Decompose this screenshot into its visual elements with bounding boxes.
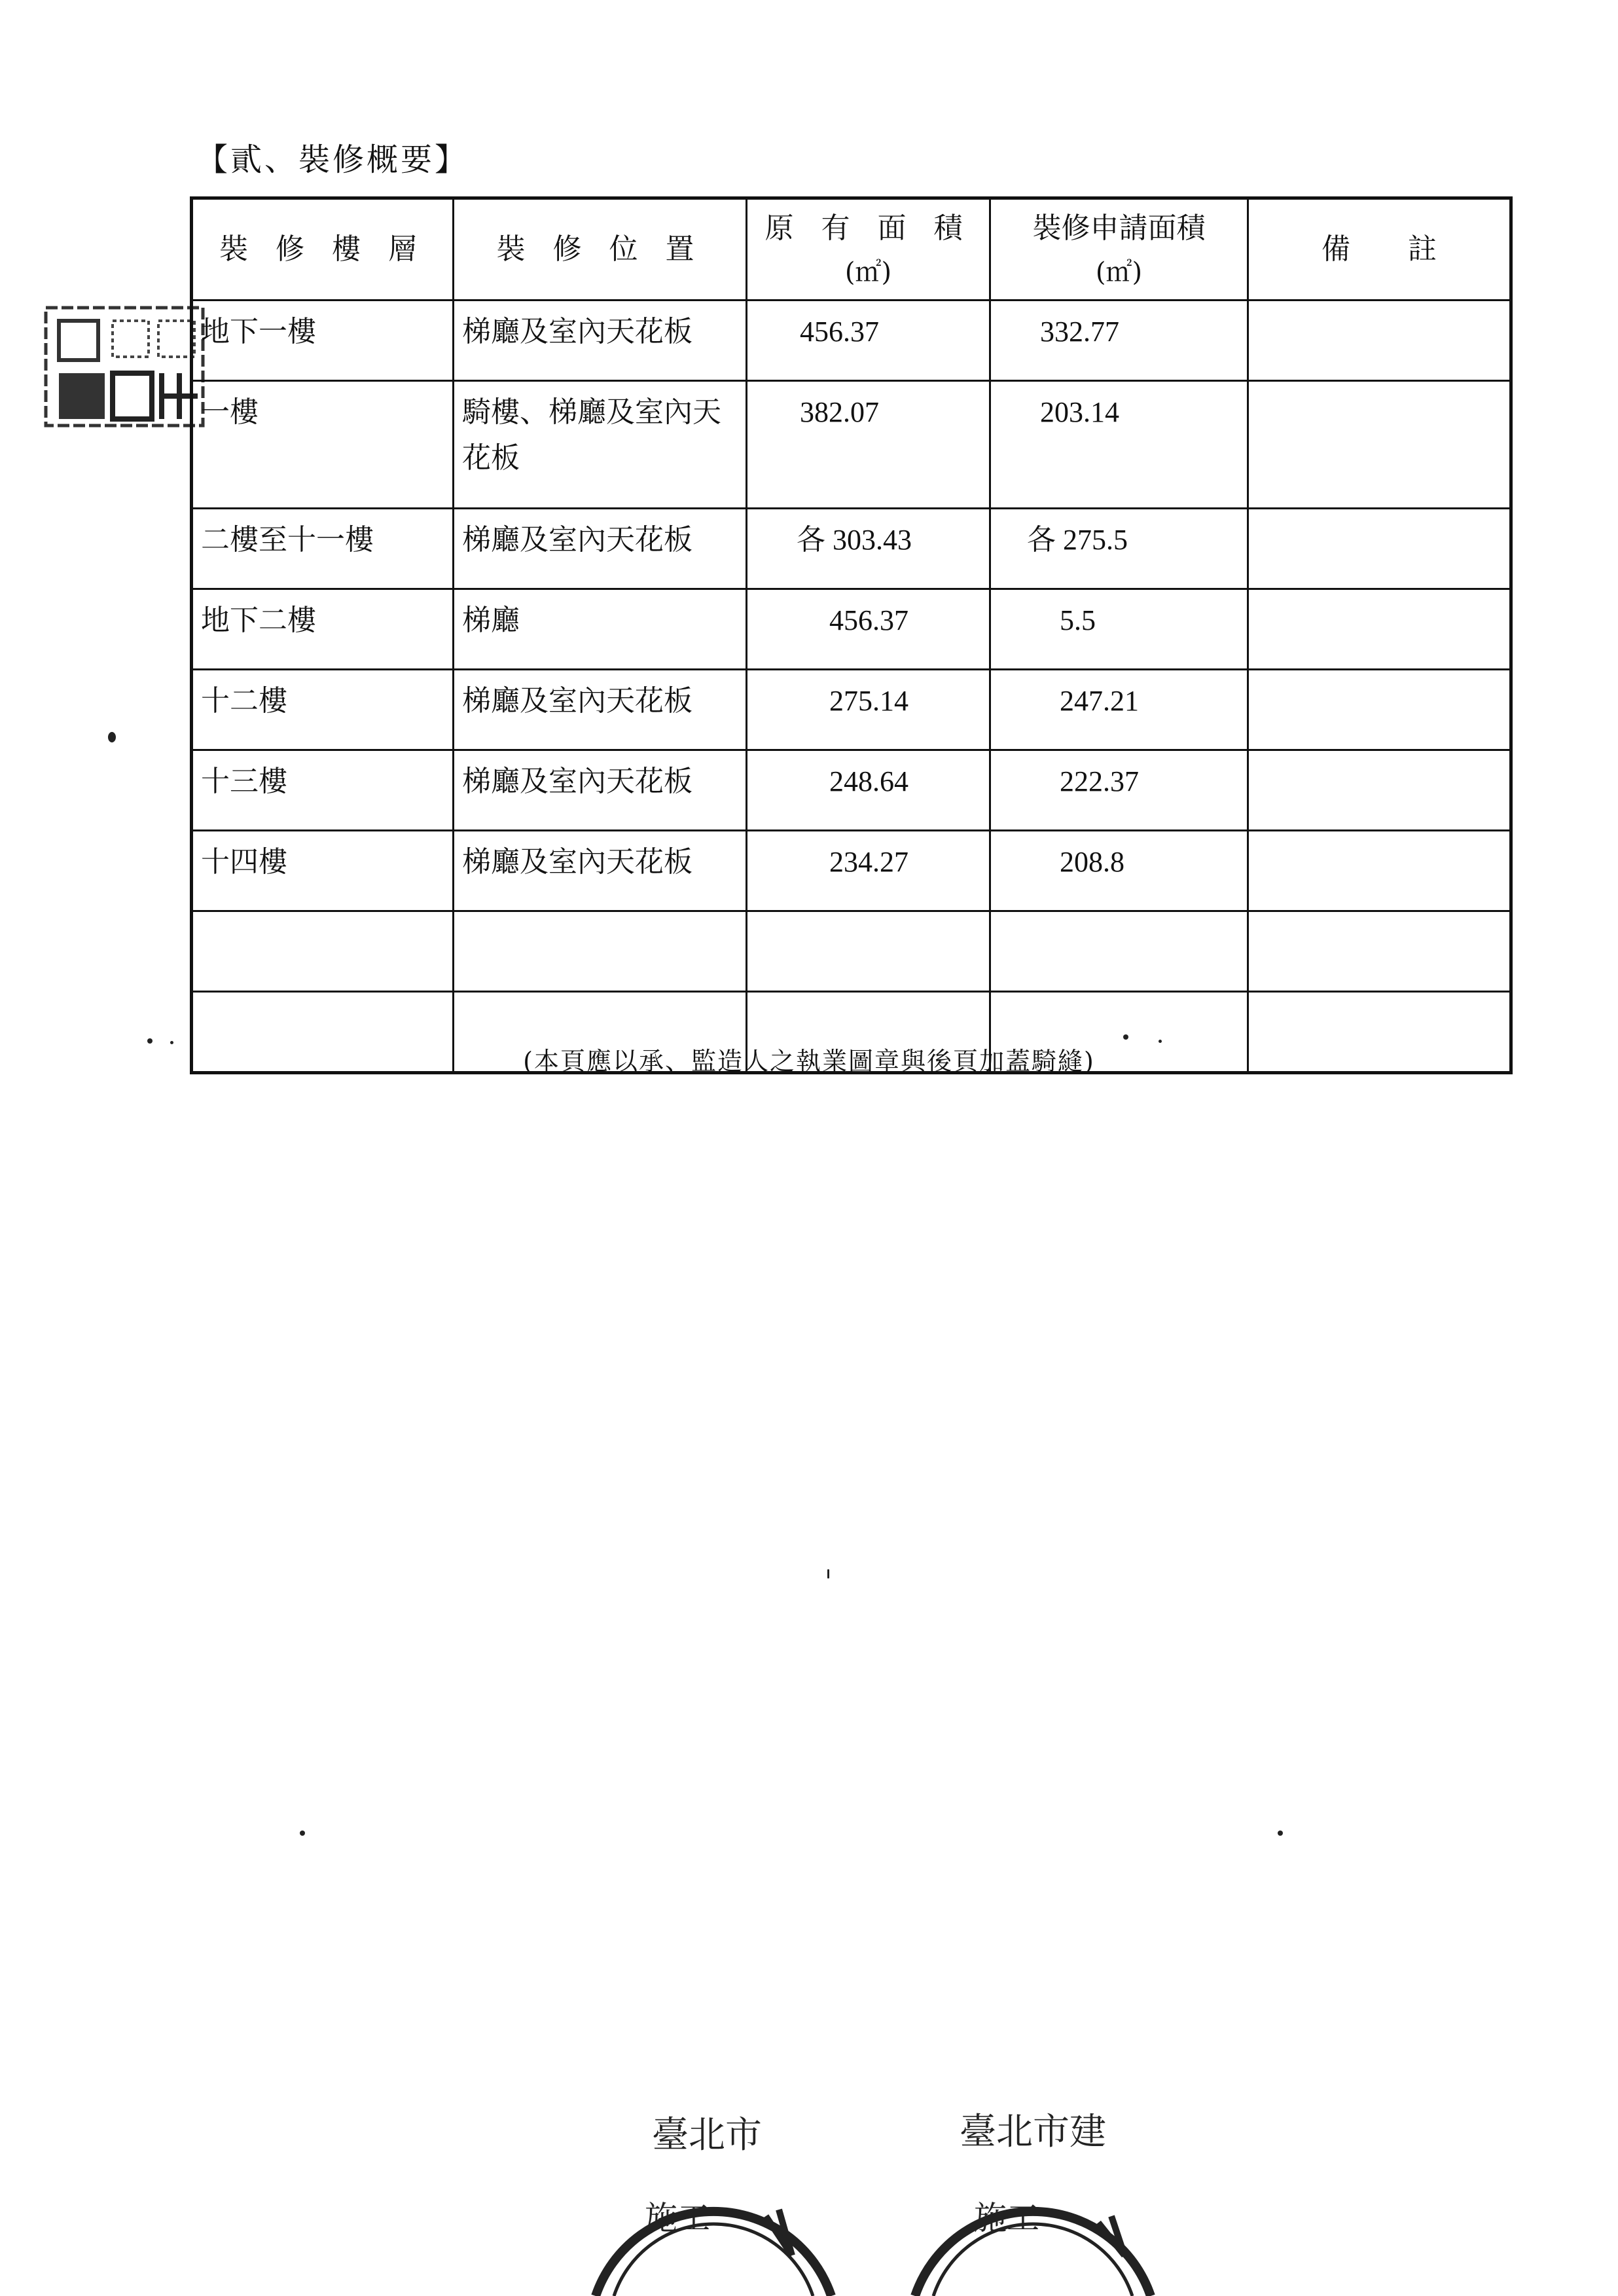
cell-floor: 十四樓 [192,831,454,911]
cell-applied-area: 222.37 [990,750,1248,831]
cell-floor: 十二樓 [192,670,454,750]
cell-remarks [1248,509,1511,589]
header-applied-area: 裝修申請面積 (㎡) [990,198,1248,301]
cell-location [454,911,747,992]
cell-floor: 一樓 [192,381,454,509]
cell-original-area [747,911,990,992]
cell-location: 騎樓、梯廳及室內天花板 [454,381,747,509]
renovation-summary-table [190,196,1513,1074]
construction-seal-right [902,2079,1164,2296]
cell-original-area: 382.07 [747,381,990,509]
table-row [192,589,1511,670]
cell-location: 梯廳及室內天花板 [454,301,747,381]
table-row [192,381,1511,509]
table-row [192,750,1511,831]
cell-floor: 地下一樓 [192,301,454,381]
cell-location: 梯廳及室內天花板 [454,509,747,589]
table-row [192,911,1511,992]
cell-applied-area: 5.5 [990,589,1248,670]
cell-floor: 十三樓 [192,750,454,831]
header-original-area: 原 有 面 積 (㎡) [747,198,990,301]
cell-applied-area: 203.14 [990,381,1248,509]
cell-remarks [1248,301,1511,381]
cell-original-area: 各 303.43 [747,509,990,589]
scan-speck [1123,1034,1128,1040]
scan-speck [1159,1040,1162,1043]
cell-remarks [1248,589,1511,670]
cell-location: 梯廳及室內天花板 [454,750,747,831]
cell-original-area: 275.14 [747,670,990,750]
cell-applied-area [990,911,1248,992]
header-floor: 裝 修 樓 層 [192,198,454,301]
scan-speck [827,1569,829,1578]
section-title: 【貳、裝修概要】 [196,141,469,178]
table-row [192,670,1511,750]
cell-remarks [1248,831,1511,911]
cell-applied-area: 332.77 [990,301,1248,381]
cell-applied-area: 各 275.5 [990,509,1248,589]
cell-original-area: 234.27 [747,831,990,911]
cell-floor [192,911,454,992]
cell-remarks [1248,750,1511,831]
header-location: 裝 修 位 置 [454,198,747,301]
cell-remarks [1248,670,1511,750]
cell-applied-area: 247.21 [990,670,1248,750]
cell-remarks [1248,911,1511,992]
cell-location: 梯廳及室內天花板 [454,831,747,911]
scan-speck [108,732,116,742]
svg-text:臺北市建: 臺北市建 [960,2111,1106,2153]
table-row [192,509,1511,589]
scan-speck [300,1831,305,1836]
table-row [192,301,1511,381]
cell-original-area: 456.37 [747,301,990,381]
architect-stamp-partial [41,301,207,432]
seal-instruction-footnote: (本頁應以承、監造人之執業圖章與後頁加蓋騎縫) [523,1047,1095,1076]
original-area-unit: (㎡) [844,257,892,288]
svg-text:施工: 施工 [974,2199,1039,2237]
table-row [192,831,1511,911]
scan-speck [147,1038,153,1044]
svg-text:施工: 施工 [645,2199,710,2237]
cell-applied-area: 208.8 [990,831,1248,911]
table-header-row [192,198,1511,301]
scan-speck [170,1041,173,1044]
cell-floor: 地下二樓 [192,589,454,670]
construction-seal-left [583,2079,844,2296]
header-remarks: 備 註 [1248,198,1511,301]
svg-text:臺北市: 臺北市 [652,2114,762,2157]
cell-original-area: 456.37 [747,589,990,670]
applied-area-unit: (㎡) [1095,257,1143,288]
cell-original-area: 248.64 [747,750,990,831]
cell-floor: 二樓至十一樓 [192,509,454,589]
scan-speck [1278,1831,1283,1836]
cell-location: 梯廳 [454,589,747,670]
cell-location: 梯廳及室內天花板 [454,670,747,750]
cell-remarks [1248,381,1511,509]
